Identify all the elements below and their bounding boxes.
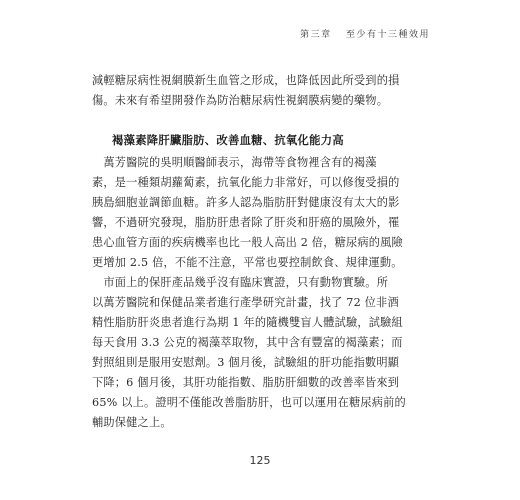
text-line: 精性脂肪肝炎患者進行為期 1 年的隨機雙盲人體試驗，試驗組 bbox=[92, 316, 403, 329]
text-line: 更增加 2.5 倍，不能不注意，平常也要控制飲食、規律運動。 bbox=[92, 256, 403, 269]
page-number: 125 bbox=[249, 454, 271, 467]
section-heading: 褐藻素降肝臟脂肪、改善血糖、抗氧化能力高 bbox=[112, 134, 344, 147]
text-line: 市面上的保肝產品幾乎沒有臨床實證，只有動物實驗。所 bbox=[92, 276, 389, 289]
text-line: 每天食用 3.3 公克的褐藻萃取物，其中含有豐富的褐藻素；而 bbox=[92, 336, 403, 349]
text-line: 65% 以上。證明不僅能改善脂肪肝，也可以運用在糖尿病前的 bbox=[92, 396, 406, 409]
text-line: 患心血管方面的疾病機率也比一般人高出 2 倍，糖尿病的風險 bbox=[92, 236, 403, 249]
text-line: 減輕糖尿病性視網膜新生血管之形成，也降低因此所受到的損 bbox=[92, 74, 400, 87]
chapter-label: 第三章 bbox=[300, 30, 332, 40]
text-line: 輔助保健之上。 bbox=[92, 416, 172, 429]
section-paragraph-1 bbox=[92, 153, 428, 273]
text-line: 響，不過研究發現，脂肪肝患者除了肝炎和肝癌的風險外，罹 bbox=[92, 216, 400, 229]
intro-paragraph bbox=[92, 71, 428, 111]
text-line: 對照組則是服用安慰劑。3 個月後，試驗組的肝功能指數明顯 bbox=[92, 356, 400, 369]
chapter-title: 至少有十三種效用 bbox=[345, 30, 430, 40]
text-line: 傷。未來有希望開發作為防治糖尿病性視網膜病變的藥物。 bbox=[92, 94, 389, 107]
page-body bbox=[92, 71, 428, 433]
running-header bbox=[300, 27, 430, 40]
text-line: 胰島細胞並調節血糖。許多人認為脂肪肝對健康沒有太大的影 bbox=[92, 196, 400, 209]
text-line: 下降；6 個月後，其肝功能指數、脂肪肝細數的改善率皆來到 bbox=[92, 376, 400, 389]
text-line: 素，是一種類胡蘿蔔素，抗氧化能力非常好，可以修復受損的 bbox=[92, 176, 400, 189]
section-paragraph-2 bbox=[92, 273, 428, 433]
text-line: 萬芳醫院的吳明順醫師表示，海帶等食物裡含有的褐藻 bbox=[92, 156, 377, 169]
text-line: 以萬芳醫院和保健品業者進行產學研究計畫，找了 72 位非酒 bbox=[92, 296, 399, 309]
